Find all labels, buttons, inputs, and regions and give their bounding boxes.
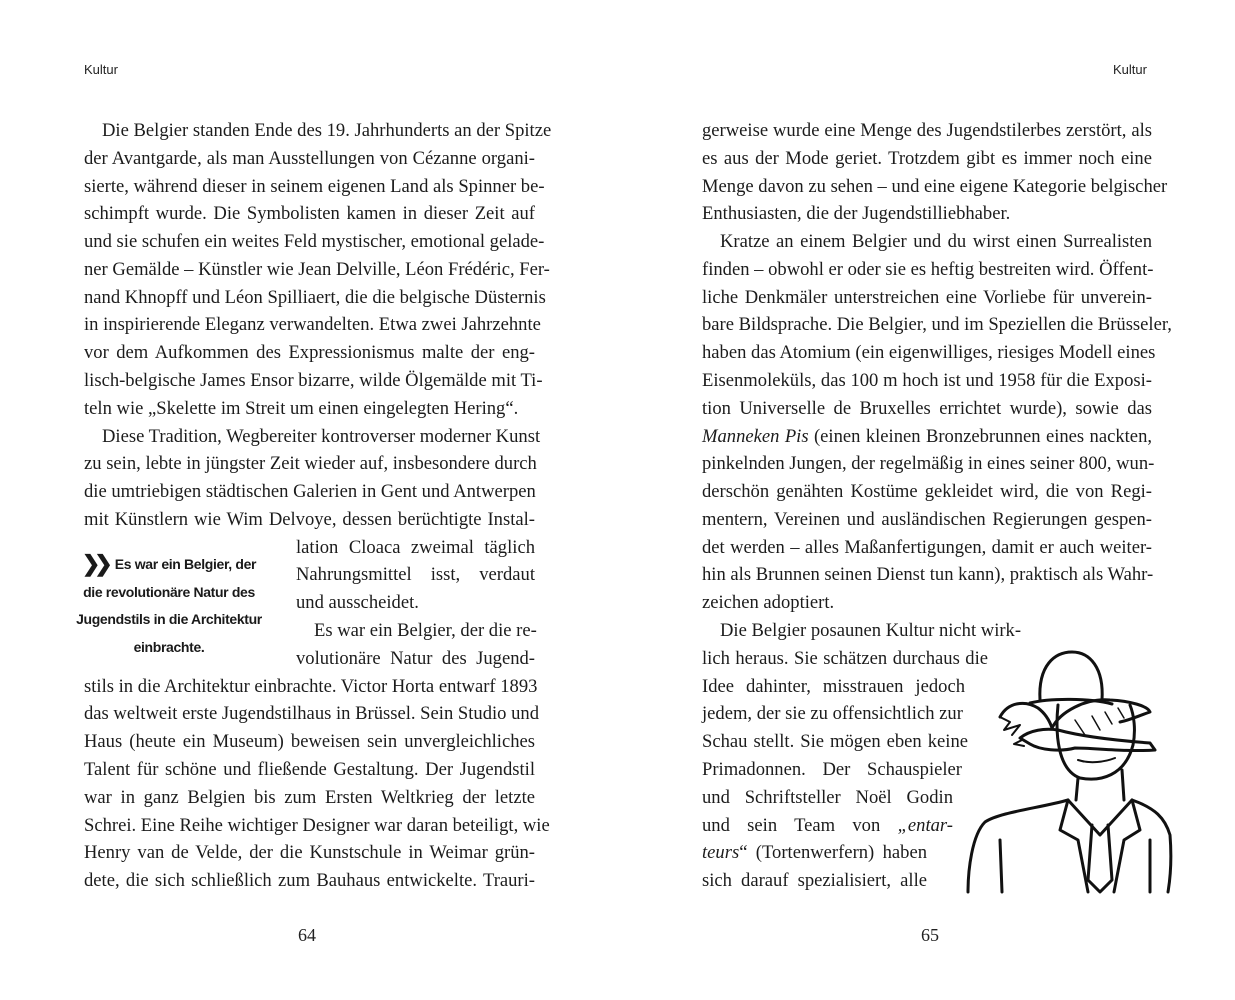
text-segment: Haus (heute ein Museum) beweisen sein unvergleichliches [84, 731, 535, 753]
text-segment: jedem, der sie zu offensichtlich zur [702, 703, 963, 725]
text-line [84, 339, 535, 366]
text-segment: tion Universelle de Bruxelles errichtet wurde), sowie das [702, 397, 1152, 419]
text-line [702, 395, 1152, 422]
italic-text: teurs [702, 842, 740, 864]
text-line [702, 311, 1172, 338]
text-segment: volutionäre Natur des Jugend- [296, 647, 535, 669]
text-segment: und sie schufen ein weites Feld mystischer, emotional gelade- [84, 231, 545, 253]
text-segment: finden – obwohl er oder sie es heftig bestreiten wird. Öffent- [702, 258, 1154, 280]
text-line [102, 117, 552, 144]
text-segment: Eisenmoleküls, das 100 m hoch ist und 1958 für die Exposi- [702, 370, 1152, 392]
text-line [296, 534, 535, 561]
text-line [702, 200, 1152, 227]
text-segment: Schrei. Eine Reihe wichtiger Designer war daran beteiligt, wie [84, 814, 550, 836]
text-segment: der Avantgarde, als man Ausstellungen von Cézanne organi- [84, 147, 535, 169]
text-line [84, 395, 535, 422]
text-line [702, 145, 1152, 172]
text-segment: Idee dahinter, misstrauen jedoch [702, 675, 965, 697]
text-segment: Enthusiasten, die der Jugendstilliebhaber. [702, 203, 1011, 225]
text-segment: Kratze an einem Belgier und du wirst einen Surrealisten [720, 231, 1152, 253]
text-segment: sich darauf spezialisiert, alle [702, 870, 927, 892]
text-line [314, 617, 535, 644]
pull-quote-line: einbrachte. [133, 638, 205, 655]
text-line [702, 756, 962, 783]
text-line [102, 423, 541, 450]
text-segment: die umtriebigen städtischen Galerien in Gent und Antwerpen [84, 481, 536, 503]
text-segment: zu sein, lebte in jüngster Zeit wieder auf, insbesondere durch [84, 453, 537, 475]
text-line [702, 173, 1168, 200]
text-line [84, 784, 535, 811]
text-segment: Diese Tradition, Wegbereiter kontroverser moderner Kunst [102, 425, 541, 447]
page-number-left: 64 [298, 925, 316, 945]
text-segment: und ausscheidet. [296, 592, 419, 614]
text-line [702, 367, 1152, 394]
text-segment: lich heraus. Sie schätzen durchaus die [702, 647, 988, 669]
text-line [84, 284, 546, 311]
text-segment: und sein Team von [702, 814, 898, 836]
text-line [702, 645, 988, 672]
text-line [84, 839, 535, 866]
text-segment: pinkelnden Jungen, der regelmäßig in eines seiner 800, wun- [702, 453, 1155, 475]
pull-quote [58, 550, 280, 661]
text-line [702, 673, 965, 700]
text-line [702, 561, 1152, 588]
text-line [702, 534, 1152, 561]
text-segment: in inspirierende Eleganz verwandelten. Etwa zwei Jahrzehnte [84, 314, 541, 336]
text-segment: und Schriftsteller Noël Godin [702, 786, 953, 808]
text-line [702, 339, 1156, 366]
text-segment: Es war ein Belgier, der die re- [314, 620, 537, 642]
text-line [84, 812, 550, 839]
text-segment: Die Belgier standen Ende des 19. Jahrhunderts an der Spitze [102, 120, 552, 141]
text-line [702, 728, 968, 755]
text-line [702, 700, 963, 727]
text-line [702, 450, 1155, 477]
text-line [84, 200, 535, 227]
italic-text: „entar- [897, 814, 953, 836]
text-segment: haben das Atomium (ein eigenwilliges, riesiges Modell eines [702, 342, 1156, 364]
text-line [84, 867, 535, 894]
text-segment: es aus der Mode geriet. Trotzdem gibt es immer noch eine [702, 147, 1152, 169]
text-segment: (einen kleinen Bronzebrunnen eines nackten, [808, 425, 1153, 447]
page-number-right: 65 [921, 925, 939, 945]
text-segment: Menge davon zu sehen – und eine eigene Kategorie belgischer [702, 175, 1168, 197]
text-segment: det werden – alles Maßanfertigungen, damit er auch weiter- [702, 536, 1152, 558]
pull-quote-line: Es war ein Belgier, der [114, 556, 257, 572]
text-line [84, 728, 535, 755]
text-segment: lation Cloaca zweimal täglich [296, 536, 535, 558]
text-line [84, 506, 535, 533]
text-segment: “ (Tortenwerfern) haben [739, 842, 927, 864]
text-segment: nand Khnopff und Léon Spilliaert, die die belgische Düsternis [84, 286, 546, 308]
text-line [702, 478, 1152, 505]
double-chevron-quote-icon: ❯❯ [81, 551, 107, 576]
text-line [84, 478, 535, 505]
text-line [84, 311, 541, 338]
text-line [296, 561, 535, 588]
text-segment: gerweise wurde eine Menge des Jugendstilerbes zerstört, als [702, 120, 1152, 141]
text-line [296, 589, 535, 616]
text-line [720, 228, 1152, 255]
text-line [84, 700, 539, 727]
text-segment: Primadonnen. Der Schauspieler [702, 758, 962, 780]
text-segment: hin als Brunnen seinen Dienst tun kann), praktisch als Wahr- [702, 564, 1154, 586]
text-segment: teln wie „Skelette im Streit um einen eingelegten Hering“. [84, 397, 519, 419]
text-segment: derschön genähten Kostüme gekleidet wird, die von Regi- [702, 481, 1152, 503]
text-line [84, 256, 550, 283]
text-line [84, 145, 535, 172]
text-line [702, 839, 927, 866]
text-line [84, 228, 545, 255]
text-line [296, 645, 535, 672]
text-line [84, 173, 545, 200]
text-line [84, 673, 538, 700]
text-segment: stils in die Architektur einbrachte. Victor Horta entwarf 1893 [84, 675, 538, 697]
text-segment: lisch-belgische James Ensor bizarre, wilde Ölgemälde mit Ti- [84, 370, 543, 392]
text-segment: vor dem Aufkommen des Expressionismus malte der eng- [84, 342, 535, 364]
text-line [84, 756, 535, 783]
text-line [702, 423, 1152, 450]
text-line [702, 284, 1152, 311]
text-segment: Schau stellt. Sie mögen eben keine [702, 731, 968, 753]
text-segment: Talent für schöne und fließende Gestaltung. Der Jugendstil [84, 758, 535, 780]
text-line [84, 367, 543, 394]
text-segment: war in ganz Belgien bis zum Ersten Weltkrieg der letzte [84, 786, 535, 808]
text-line [702, 589, 1152, 616]
text-segment: mit Künstlern wie Wim Delvoye, dessen berüchtigte Instal- [84, 508, 535, 530]
pull-quote-line: die revolutionäre Natur des [83, 583, 255, 600]
man-in-bowler-hat-with-dove-drawing [960, 640, 1175, 900]
text-line [702, 812, 953, 839]
text-segment: Die Belgier posaunen Kultur nicht wirk- [720, 620, 1022, 642]
text-line [84, 450, 535, 477]
running-header-left: Kultur [84, 62, 118, 77]
text-segment: mentern, Vereinen und ausländischen Regierungen gespen- [702, 508, 1152, 530]
text-segment: liche Denkmäler unterstreichen eine Vorliebe für unverein- [702, 286, 1152, 308]
text-segment: sierte, während dieser in seinem eigenen Land als Spinner be- [84, 175, 545, 197]
running-header-right: Kultur [1113, 62, 1147, 77]
text-line [702, 506, 1152, 533]
text-segment: das weltweit erste Jugendstilhaus in Brüssel. Sein Studio und [84, 703, 539, 725]
text-line [702, 256, 1152, 283]
text-segment: Nahrungsmittel isst, verdaut [296, 564, 535, 586]
text-segment: schimpft wurde. Die Symbolisten kamen in dieser Zeit auf [84, 203, 535, 225]
text-segment: bare Bildsprache. Die Belgier, und im Speziellen die Brüsseler, [702, 314, 1172, 336]
text-segment: zeichen adoptiert. [702, 592, 835, 614]
text-segment: ner Gemälde – Künstler wie Jean Delville, Léon Frédéric, Fer- [84, 258, 550, 280]
italic-text: Manneken Pis [702, 425, 809, 447]
text-line [702, 117, 1152, 144]
text-segment: dete, die sich schließlich zum Bauhaus entwickelte. Trauri- [84, 870, 535, 892]
text-line [702, 784, 953, 811]
text-line [702, 867, 927, 894]
text-segment: Henry van de Velde, der die Kunstschule in Weimar grün- [84, 842, 535, 864]
pull-quote-line: Jugendstils in die Architektur [76, 611, 262, 628]
